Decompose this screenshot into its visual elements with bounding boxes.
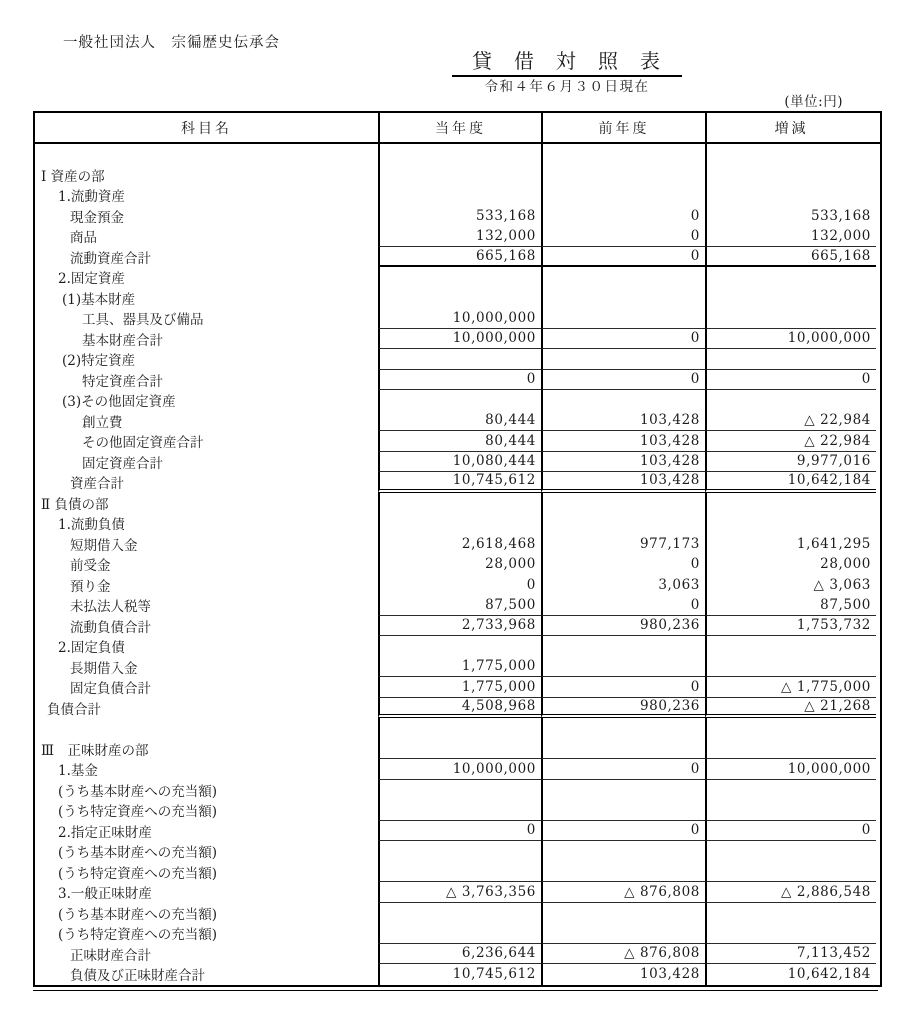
table-row [35,636,880,657]
table-row [35,903,880,924]
table-row [35,923,880,944]
account-label: 固定負債合計 [70,681,151,698]
value-change: 0 [705,821,876,842]
table-row [35,595,880,616]
value-change: 7,113,452 [705,944,876,965]
table-row [35,944,880,965]
value-previous-year [541,308,705,329]
column-header-previous-year: 前年度 [541,113,705,142]
account-label: 預り金 [70,578,111,595]
document-title: 貸借対照表 [452,45,682,77]
value-change: 1,641,295 [705,534,876,555]
value-previous-year: 977,173 [541,534,705,555]
value-previous-year: 0 [541,370,705,391]
value-previous-year [541,718,705,739]
value-current-year: 4,508,968 [378,698,541,719]
value-current-year: 10,745,612 [378,964,541,985]
value-change: △ 3,063 [705,575,876,596]
table-row [35,144,880,165]
table-body [35,144,880,985]
value-current-year: 1,775,000 [378,657,541,678]
table-row [35,493,880,514]
value-current-year: 10,000,000 [378,759,541,780]
value-change [705,923,876,944]
account-label: (うち基本財産への充当額) [58,906,218,923]
value-change: 10,642,184 [705,964,876,985]
value-current-year: 132,000 [378,226,541,247]
value-current-year [378,718,541,739]
account-label: (1)基本財産 [62,291,136,308]
table-row [35,841,880,862]
value-previous-year [541,513,705,534]
value-current-year [378,288,541,309]
table-bottom-rule [33,990,878,991]
value-previous-year [541,288,705,309]
value-current-year [378,349,541,370]
table-row [35,472,880,493]
value-change [705,800,876,821]
value-change [705,780,876,801]
account-label: (3)その他固定資産 [62,394,176,411]
value-current-year: 533,168 [378,206,541,227]
table-row [35,267,880,288]
account-label: 創立費 [82,414,123,431]
account-label: 1.流動資産 [58,189,125,206]
account-label: 未払法人税等 [70,599,151,616]
account-label: 2.固定負債 [58,640,125,657]
account-label: 短期借入金 [70,537,138,554]
account-label: 2.指定正味財産 [58,824,152,841]
table-row [35,759,880,780]
value-previous-year [541,841,705,862]
account-label: 3.一般正味財産 [58,886,152,903]
value-current-year: 80,444 [378,411,541,432]
value-previous-year: △ 876,808 [541,882,705,903]
value-previous-year [541,903,705,924]
table-row [35,616,880,637]
value-change: 10,642,184 [705,472,876,493]
value-previous-year [541,780,705,801]
account-label [35,718,378,739]
value-current-year [378,267,541,288]
value-current-year [378,165,541,186]
value-previous-year: △ 876,808 [541,944,705,965]
value-previous-year [541,185,705,206]
value-current-year [378,862,541,883]
value-change [705,308,876,329]
value-previous-year [541,349,705,370]
value-previous-year [541,390,705,411]
account-label: (うち特定資産への充当額) [58,804,218,821]
account-label: 負債合計 [47,701,101,718]
account-label: その他固定資産合計 [82,435,204,452]
value-previous-year [541,493,705,514]
table-row [35,206,880,227]
value-current-year: 87,500 [378,595,541,616]
value-change [705,267,876,288]
value-change [705,739,876,760]
value-previous-year [541,800,705,821]
table-row [35,698,880,719]
account-label: Ⅰ 資産の部 [41,168,105,185]
value-current-year: 10,000,000 [378,308,541,329]
table-row [35,247,880,268]
value-change [705,513,876,534]
value-current-year: 1,775,000 [378,677,541,698]
value-current-year [378,636,541,657]
value-current-year: 0 [378,370,541,391]
value-current-year: 0 [378,575,541,596]
account-label: (うち基本財産への充当額) [58,783,218,800]
value-current-year: 665,168 [378,247,541,268]
organization-name: 一般社団法人 宗徧歴史伝承会 [63,35,280,51]
value-current-year: 2,733,968 [378,616,541,637]
value-current-year: 2,618,468 [378,534,541,555]
currency-unit-label: (単位:円) [784,94,843,110]
document-title-wrap [452,45,682,77]
value-previous-year [541,267,705,288]
table-row [35,308,880,329]
value-current-year [378,923,541,944]
value-change [705,165,876,186]
value-change: △ 21,268 [705,698,876,719]
value-current-year [378,903,541,924]
account-label: 2.固定資産 [58,271,125,288]
value-previous-year [541,739,705,760]
account-label: 前受金 [70,558,111,575]
account-label: 1.基金 [58,763,98,780]
table-row [35,431,880,452]
table-row [35,226,880,247]
value-previous-year: 980,236 [541,698,705,719]
table-row [35,411,880,432]
value-previous-year [541,657,705,678]
value-previous-year [541,144,705,165]
value-current-year: △ 3,763,356 [378,882,541,903]
table-row [35,862,880,883]
table-row [35,739,880,760]
value-previous-year [541,862,705,883]
value-previous-year: 3,063 [541,575,705,596]
account-label: 負債及び正味財産合計 [70,968,205,985]
value-change: 665,168 [705,247,876,268]
value-current-year: 6,236,644 [378,944,541,965]
account-label: 流動資産合計 [70,250,151,267]
account-label: (うち基本財産への充当額) [58,845,218,862]
value-change: 9,977,016 [705,452,876,473]
value-change: 533,168 [705,206,876,227]
table-row [35,185,880,206]
account-label: 流動負債合計 [70,619,151,636]
table-row [35,657,880,678]
value-change [705,903,876,924]
column-header-current-year: 当年度 [378,113,541,142]
value-previous-year: 0 [541,329,705,350]
account-label: 正味財産合計 [70,947,151,964]
table-row [35,534,880,555]
value-change: △ 1,775,000 [705,677,876,698]
table-row [35,780,880,801]
value-change [705,636,876,657]
value-change: 87,500 [705,595,876,616]
value-previous-year: 980,236 [541,616,705,637]
value-change: △ 22,984 [705,431,876,452]
table-row [35,370,880,391]
value-change [705,493,876,514]
value-current-year: 10,000,000 [378,329,541,350]
value-change: △ 2,886,548 [705,882,876,903]
value-current-year [378,739,541,760]
value-previous-year: 0 [541,759,705,780]
value-previous-year: 103,428 [541,452,705,473]
value-change [705,144,876,165]
account-label: 現金預金 [70,209,124,226]
table-row [35,452,880,473]
value-previous-year: 103,428 [541,411,705,432]
value-previous-year: 103,428 [541,964,705,985]
value-previous-year: 0 [541,226,705,247]
value-current-year: 10,080,444 [378,452,541,473]
value-change [705,841,876,862]
value-previous-year: 0 [541,595,705,616]
balance-sheet-table [33,111,882,987]
value-previous-year: 103,428 [541,431,705,452]
value-current-year: 0 [378,821,541,842]
value-current-year: 80,444 [378,431,541,452]
table-row [35,882,880,903]
report-date: 令和４年６月３０日現在 [484,79,650,95]
value-previous-year [541,923,705,944]
column-header-change: 増減 [705,113,876,142]
value-previous-year: 0 [541,677,705,698]
value-change [705,862,876,883]
value-change: △ 22,984 [705,411,876,432]
account-label: Ⅲ 正味財産の部 [41,742,149,759]
value-change [705,288,876,309]
value-change [705,718,876,739]
table-row [35,554,880,575]
value-current-year [378,185,541,206]
account-label: 特定資産合計 [82,373,163,390]
value-change: 10,000,000 [705,329,876,350]
table-row [35,349,880,370]
value-change: 0 [705,370,876,391]
table-row [35,677,880,698]
value-previous-year: 0 [541,247,705,268]
value-current-year [378,841,541,862]
account-label [35,144,378,165]
table-header-row [35,113,880,144]
account-label: 1.流動負債 [58,517,125,534]
value-change: 132,000 [705,226,876,247]
value-change [705,349,876,370]
account-label: 基本財産合計 [82,332,163,349]
column-header-account: 科目名 [181,120,232,137]
value-previous-year [541,636,705,657]
value-current-year [378,144,541,165]
account-label: Ⅱ 負債の部 [41,496,109,513]
value-current-year: 10,745,612 [378,472,541,493]
table-row [35,329,880,350]
table-row [35,718,880,739]
value-current-year [378,780,541,801]
account-label: (2)特定資産 [62,353,136,370]
account-label: 長期借入金 [70,660,138,677]
account-label: (うち特定資産への充当額) [58,927,218,944]
table-row [35,288,880,309]
table-row [35,390,880,411]
value-change: 28,000 [705,554,876,575]
account-label: 工具、器具及び備品 [82,312,204,329]
value-previous-year: 0 [541,554,705,575]
value-current-year [378,390,541,411]
value-previous-year: 0 [541,206,705,227]
table-row [35,165,880,186]
value-change [705,657,876,678]
table-row [35,964,880,985]
value-previous-year: 103,428 [541,472,705,493]
value-change [705,390,876,411]
value-previous-year [541,165,705,186]
value-change: 10,000,000 [705,759,876,780]
account-label: (うち特定資産への充当額) [58,865,218,882]
account-label: 固定資産合計 [82,455,163,472]
value-current-year: 28,000 [378,554,541,575]
table-row [35,821,880,842]
table-row [35,575,880,596]
table-row [35,800,880,821]
value-current-year [378,513,541,534]
account-label: 商品 [70,230,97,247]
table-row [35,513,880,534]
value-change: 1,753,732 [705,616,876,637]
account-label: 資産合計 [70,476,124,493]
value-current-year [378,493,541,514]
value-previous-year: 0 [541,821,705,842]
value-current-year [378,800,541,821]
value-change [705,185,876,206]
